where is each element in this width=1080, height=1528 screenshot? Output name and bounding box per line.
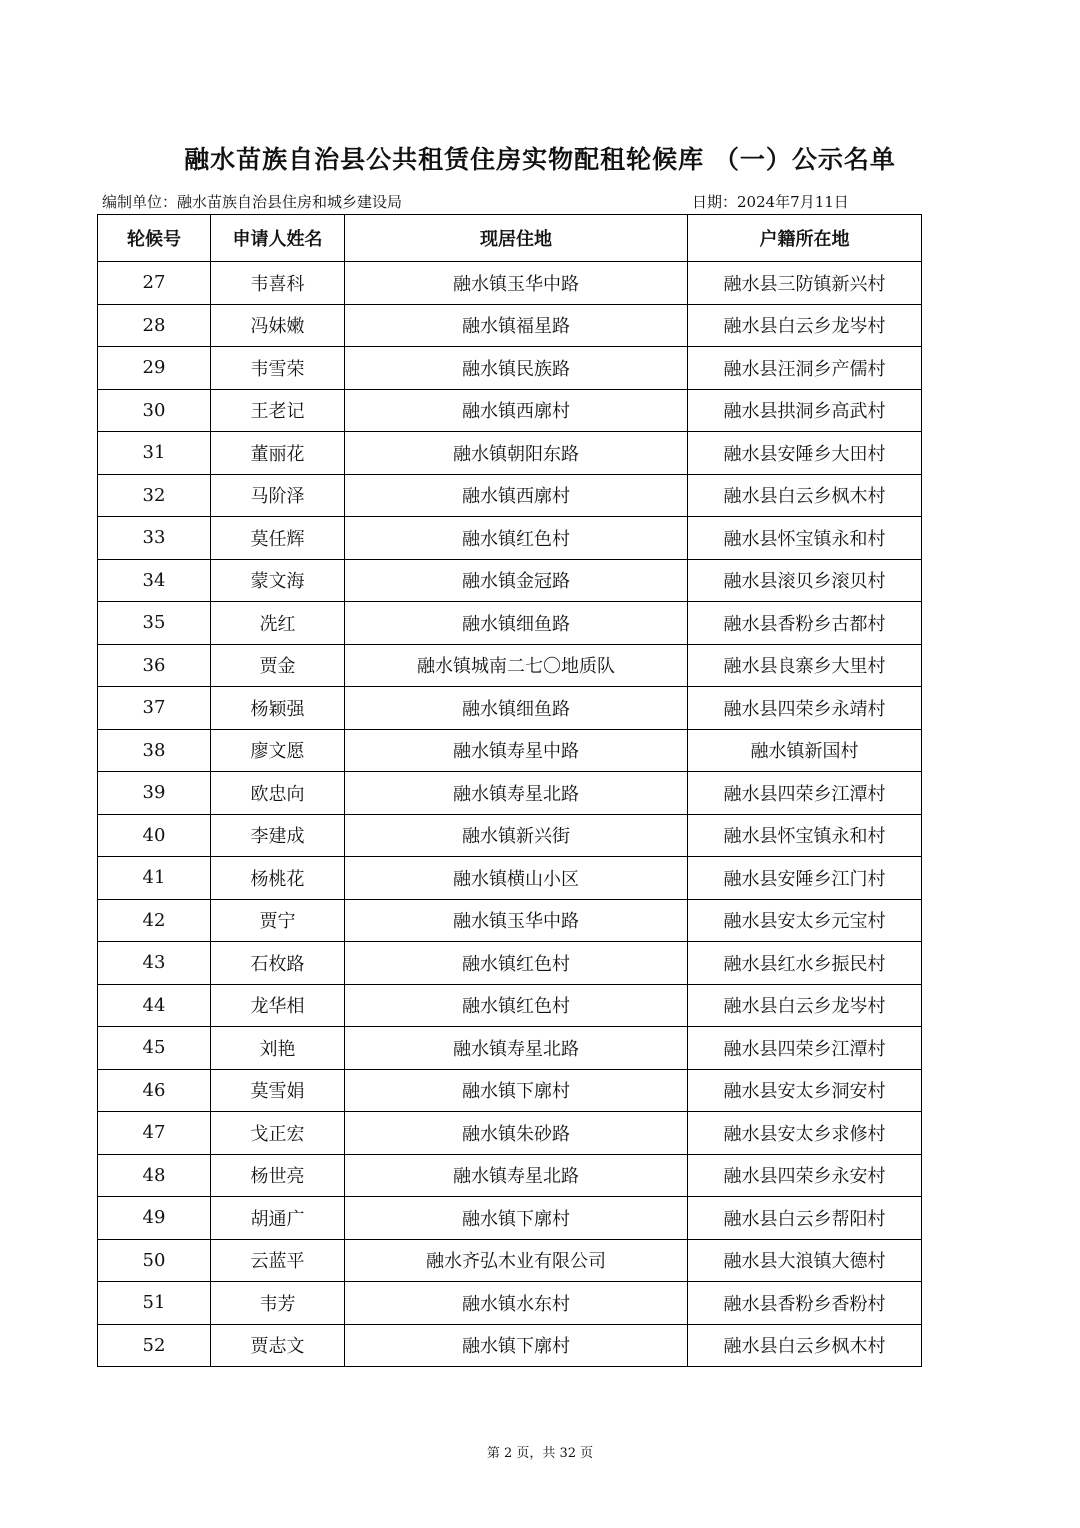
cell-household-registration: 融水县怀宝镇永和村 <box>688 517 922 560</box>
table-row <box>98 857 922 900</box>
table-row <box>98 729 922 772</box>
cell-current-residence: 融水镇红色村 <box>345 984 688 1027</box>
cell-queue-number: 44 <box>98 984 211 1027</box>
cell-household-registration: 融水县香粉乡香粉村 <box>688 1282 922 1325</box>
cell-current-residence: 融水镇下廓村 <box>345 1069 688 1112</box>
table-body <box>98 262 922 1367</box>
cell-current-residence: 融水镇红色村 <box>345 942 688 985</box>
cell-queue-number: 34 <box>98 559 211 602</box>
cell-household-registration: 融水县怀宝镇永和村 <box>688 814 922 857</box>
cell-current-residence: 融水镇寿星北路 <box>345 1154 688 1197</box>
cell-household-registration: 融水县安太乡求修村 <box>688 1112 922 1155</box>
table-row <box>98 899 922 942</box>
cell-queue-number: 36 <box>98 644 211 687</box>
cell-applicant-name: 韦雪荣 <box>211 347 345 390</box>
cell-applicant-name: 胡通广 <box>211 1197 345 1240</box>
cell-applicant-name: 冯妹嫩 <box>211 304 345 347</box>
cell-applicant-name: 贾志文 <box>211 1324 345 1367</box>
header-applicant-name: 申请人姓名 <box>211 215 345 262</box>
cell-applicant-name: 莫任辉 <box>211 517 345 560</box>
cell-queue-number: 52 <box>98 1324 211 1367</box>
cell-applicant-name: 韦喜科 <box>211 262 345 305</box>
cell-current-residence: 融水镇玉华中路 <box>345 262 688 305</box>
cell-current-residence: 融水镇寿星北路 <box>345 772 688 815</box>
table-row <box>98 1239 922 1282</box>
cell-applicant-name: 龙华相 <box>211 984 345 1027</box>
cell-queue-number: 45 <box>98 1027 211 1070</box>
cell-queue-number: 48 <box>98 1154 211 1197</box>
cell-queue-number: 28 <box>98 304 211 347</box>
cell-applicant-name: 欧忠向 <box>211 772 345 815</box>
cell-household-registration: 融水县白云乡龙岑村 <box>688 984 922 1027</box>
cell-queue-number: 27 <box>98 262 211 305</box>
cell-current-residence: 融水镇寿星中路 <box>345 729 688 772</box>
cell-queue-number: 38 <box>98 729 211 772</box>
table-row <box>98 347 922 390</box>
cell-applicant-name: 李建成 <box>211 814 345 857</box>
cell-household-registration: 融水县安太乡洞安村 <box>688 1069 922 1112</box>
table-row <box>98 474 922 517</box>
table-row <box>98 432 922 475</box>
cell-current-residence: 融水镇细鱼路 <box>345 687 688 730</box>
cell-applicant-name: 蒙文海 <box>211 559 345 602</box>
cell-current-residence: 融水镇红色村 <box>345 517 688 560</box>
cell-applicant-name: 杨颖强 <box>211 687 345 730</box>
cell-current-residence: 融水镇横山小区 <box>345 857 688 900</box>
cell-queue-number: 46 <box>98 1069 211 1112</box>
cell-applicant-name: 杨桃花 <box>211 857 345 900</box>
cell-current-residence: 融水镇金冠路 <box>345 559 688 602</box>
cell-queue-number: 50 <box>98 1239 211 1282</box>
cell-current-residence: 融水镇朱砂路 <box>345 1112 688 1155</box>
table-row <box>98 942 922 985</box>
cell-applicant-name: 莫雪娟 <box>211 1069 345 1112</box>
cell-household-registration: 融水镇新国村 <box>688 729 922 772</box>
cell-household-registration: 融水县安太乡元宝村 <box>688 899 922 942</box>
cell-household-registration: 融水县四荣乡永靖村 <box>688 687 922 730</box>
header-current-residence: 现居住地 <box>345 215 688 262</box>
cell-queue-number: 30 <box>98 389 211 432</box>
cell-household-registration: 融水县白云乡龙岑村 <box>688 304 922 347</box>
cell-household-registration: 融水县滚贝乡滚贝村 <box>688 559 922 602</box>
table-row <box>98 772 922 815</box>
cell-current-residence: 融水镇新兴街 <box>345 814 688 857</box>
cell-household-registration: 融水县白云乡枫木村 <box>688 474 922 517</box>
cell-queue-number: 42 <box>98 899 211 942</box>
table-row <box>98 262 922 305</box>
cell-current-residence: 融水镇水东村 <box>345 1282 688 1325</box>
cell-queue-number: 43 <box>98 942 211 985</box>
table-row <box>98 1027 922 1070</box>
cell-current-residence: 融水镇寿星北路 <box>345 1027 688 1070</box>
cell-current-residence: 融水镇下廓村 <box>345 1197 688 1240</box>
cell-queue-number: 41 <box>98 857 211 900</box>
cell-household-registration: 融水县四荣乡永安村 <box>688 1154 922 1197</box>
header-household-registration: 户籍所在地 <box>688 215 922 262</box>
cell-applicant-name: 韦芳 <box>211 1282 345 1325</box>
cell-queue-number: 39 <box>98 772 211 815</box>
cell-household-registration: 融水县安陲乡江门村 <box>688 857 922 900</box>
table-row <box>98 389 922 432</box>
cell-current-residence: 融水镇朝阳东路 <box>345 432 688 475</box>
cell-current-residence: 融水镇西廓村 <box>345 474 688 517</box>
page-footer: 第 2 页，共 32 页 <box>486 1446 594 1461</box>
cell-current-residence: 融水镇下廓村 <box>345 1324 688 1367</box>
cell-applicant-name: 王老记 <box>211 389 345 432</box>
cell-household-registration: 融水县良寨乡大里村 <box>688 644 922 687</box>
cell-household-registration: 融水县拱洞乡高武村 <box>688 389 922 432</box>
table-row <box>98 1112 922 1155</box>
table-header-row <box>98 215 922 262</box>
table-row <box>98 304 922 347</box>
table-row <box>98 1069 922 1112</box>
table-row <box>98 1154 922 1197</box>
cell-queue-number: 35 <box>98 602 211 645</box>
cell-queue-number: 31 <box>98 432 211 475</box>
cell-household-registration: 融水县三防镇新兴村 <box>688 262 922 305</box>
cell-current-residence: 融水镇细鱼路 <box>345 602 688 645</box>
cell-household-registration: 融水县白云乡帮阳村 <box>688 1197 922 1240</box>
cell-applicant-name: 贾宁 <box>211 899 345 942</box>
cell-household-registration: 融水县安陲乡大田村 <box>688 432 922 475</box>
cell-current-residence: 融水齐弘木业有限公司 <box>345 1239 688 1282</box>
cell-queue-number: 51 <box>98 1282 211 1325</box>
cell-applicant-name: 石枚路 <box>211 942 345 985</box>
cell-current-residence: 融水镇民族路 <box>345 347 688 390</box>
table-row <box>98 1282 922 1325</box>
cell-household-registration: 融水县四荣乡江潭村 <box>688 772 922 815</box>
cell-queue-number: 47 <box>98 1112 211 1155</box>
cell-applicant-name: 戈正宏 <box>211 1112 345 1155</box>
cell-queue-number: 33 <box>98 517 211 560</box>
table-row <box>98 984 922 1027</box>
cell-applicant-name: 冼红 <box>211 602 345 645</box>
cell-household-registration: 融水县四荣乡江潭村 <box>688 1027 922 1070</box>
table-row <box>98 1197 922 1240</box>
cell-applicant-name: 董丽花 <box>211 432 345 475</box>
cell-current-residence: 融水镇福星路 <box>345 304 688 347</box>
cell-applicant-name: 贾金 <box>211 644 345 687</box>
cell-queue-number: 37 <box>98 687 211 730</box>
header-queue-number: 轮候号 <box>98 215 211 262</box>
waitlist-table <box>97 214 922 1367</box>
cell-current-residence: 融水镇玉华中路 <box>345 899 688 942</box>
cell-queue-number: 40 <box>98 814 211 857</box>
compiler-label: 编制单位：融水苗族自治县住房和城乡建设局 <box>102 193 403 211</box>
cell-household-registration: 融水县红水乡振民村 <box>688 942 922 985</box>
cell-current-residence: 融水镇西廓村 <box>345 389 688 432</box>
date-label: 日期：2024年7月11日 <box>692 193 849 211</box>
cell-applicant-name: 马阶泽 <box>211 474 345 517</box>
table-row <box>98 1324 922 1367</box>
cell-applicant-name: 廖文愿 <box>211 729 345 772</box>
table-row <box>98 559 922 602</box>
cell-queue-number: 32 <box>98 474 211 517</box>
cell-queue-number: 49 <box>98 1197 211 1240</box>
cell-household-registration: 融水县白云乡枫木村 <box>688 1324 922 1367</box>
document-title: 融水苗族自治县公共租赁住房实物配租轮候库 （一）公示名单 <box>184 145 896 174</box>
table-row <box>98 517 922 560</box>
cell-household-registration: 融水县香粉乡古都村 <box>688 602 922 645</box>
cell-applicant-name: 云蓝平 <box>211 1239 345 1282</box>
table-row <box>98 602 922 645</box>
cell-household-registration: 融水县汪洞乡产儒村 <box>688 347 922 390</box>
table-row <box>98 644 922 687</box>
table-row <box>98 814 922 857</box>
cell-applicant-name: 刘艳 <box>211 1027 345 1070</box>
table-row <box>98 687 922 730</box>
cell-current-residence: 融水镇城南二七〇地质队 <box>345 644 688 687</box>
cell-household-registration: 融水县大浪镇大德村 <box>688 1239 922 1282</box>
cell-applicant-name: 杨世亮 <box>211 1154 345 1197</box>
cell-queue-number: 29 <box>98 347 211 390</box>
